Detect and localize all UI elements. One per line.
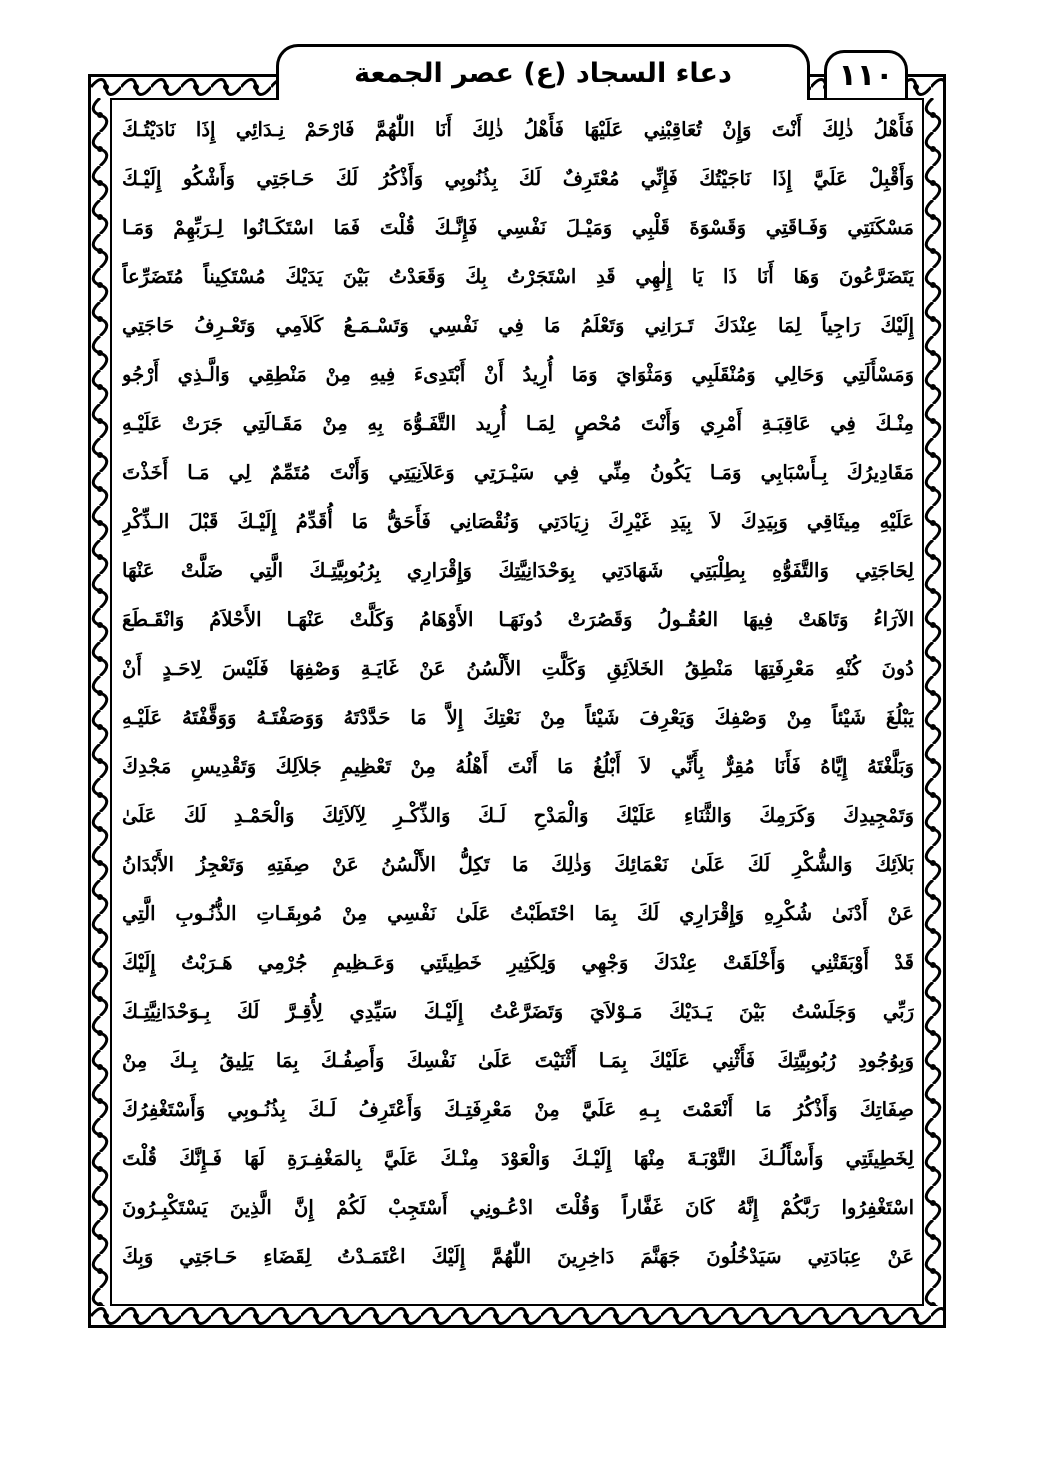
text-line: وَبِوُجُودِ رُبُوبِيَّتِكَ فَأَثْنِي عَلَيْكَ بِمَـا أَثْنَيْتَ عَلَىٰ نَفْسِكَ وَأَصِفُـكَ بِمَا يَلِيقُ بِـكَ مِنْ (122, 1049, 914, 1072)
text-line: لِخَطِيئَتِي وَأَسْأَلُـكَ التَّوْبَـةَ مِنْهَا إِلَيْـكَ وَالْعَوْدَ مِنْـكَ عَلَيَّ بِالمَغْفِـرَةِ لَهَا فَـإِنَّكَ قُلْتَ (122, 1147, 914, 1170)
text-line: عَنْ عِبَادَتِي سَيَدْخُلُونَ جَهَنَّمَ دَاخِرِينَ اللّٰهُمَّ إِلَيْكَ اعْتَمَـدْتُ لِقَضَاءِ حَـاجَتِي وَبِكَ (122, 1245, 914, 1268)
text-line: وَتَمْجِيدِكَ وَكَرَمِكَ وَالثَّنَاءِ عَلَيْكَ وَالْمَدْحِ لَـكَ وَالذِّكْـرِ لِآلاَئِكَ وَالْحَمْـدِ لَكَ عَلَىٰ (122, 804, 914, 827)
header-title-box (276, 44, 810, 100)
text-line: مَسْكَنَتِي وَفَـاقَتِي وَقَسْوَةَ قَلْبِي وَمَيْـلَ نَفْسِي فَإِنَّـكَ قُلْتَ فَمَا اسْتَكَـانُوا لِـرَبِّهِمْ وَمَـا (122, 216, 914, 239)
text-line: يَتَضَرَّعُونَ وَهَا أَنَا ذَا يَا إِلٰهِي قَدِ اسْتَجَرْتُ بِكَ وَقَعَدْتُ بَيْنَ يَدَيْكَ مُسْتَكِيناً مُتَضَرِّعاً (122, 265, 914, 288)
text-line: الآرَاءُ وَتَاهَتْ فِيهَا العُقُـولُ وَقَصُرَتْ دُونَهَـا الأَوْهَامُ وَكَلَّتْ عَنْهَـا الأَحْلاَمُ وَانْقَـطَعَ (122, 608, 914, 631)
text-line: عَلَيْهِ مِيثَاقِي وَبِيَدِكَ لاَ بِيَدِ غَيْرِكَ زِيَادَتِي وَنُقْصَانِي فَأَحَقُّ مَا أُقَدِّمُ إِلَيْـكَ قَبْلَ الـذِّكْرِ (122, 510, 914, 533)
text-line: قَدْ أَوْبَقَتْنِي وَأَخْلَقَتْ عِنْدَكَ وَجْهِي وَلِكَثِيرِ خَطِيئَتِي وَعَـظِيمِ جُرْمِي هَـرَبْتُ إِلَيْكَ (122, 951, 914, 974)
text-line: صِفَاتِكَ وَأَذْكُرُ مَا أَنْعَمْتَ بِـهِ عَلَيَّ مِنْ مَعْرِفَتِـكَ وَأَعْتَرِفُ لَـكَ بِذُنُـوبِي وَأَسْتَغْفِرُكَ (122, 1098, 914, 1121)
text-line: اسْتَغْفِرُوا رَبَّكُمْ إِنَّهُ كَانَ غَفَّاراً وَقُلْتَ ادْعُـونِي أَسْتَجِبْ لَكُمْ إِنَّ الَّذِينَ يَسْتَكْبِـرُونَ (122, 1196, 914, 1219)
text-line: وَبَلَّغْتَهُ إِيَّاهُ فَأَنَا مُقِرٌّ بِأَنِّي لاَ أَبْلُغُ مَا أَنْتَ أَهْلُهُ مِنْ تَعْظِيمِ جَلاَلِكَ وَتَقْدِيسِ مَجْدِكَ (122, 755, 914, 778)
text-line: مَقَادِيرُكَ بِـأَسْبَابِي وَمَـا يَكُونُ مِنِّي فِي سَيْـرَتِي وَعَلاَنِيَتِي وَأَنْتَ مُتَمِّمٌ لِي مَـا أَخَذْتَ (122, 461, 914, 484)
text-line: رَبِّي وَجَلَسْتُ بَيْنَ يَـدَيْكَ مَـوْلاَيَ وَتَضَرَّعْتُ إِلَيْـكَ سَيِّدِي لِأُقِـرَّ لَكَ بِـوَحْدَانِيَّتِـكَ (122, 1000, 914, 1023)
text-line: إِلَيْكَ رَاجِياً لِمَا عِنْدَكَ تَـرَانِي وَتَعْلَمُ مَا فِي نَفْسِي وَتَسْـمَـعُ كَلاَمِي وَتَعْـرِفُ حَاجَتِي (122, 314, 914, 337)
page-title: دعاء السجاد (ع) عصر الجمعة (354, 58, 732, 89)
text-line: لِحَاجَتِي وَالتَّفَوُّهِ بِطِلْبَتِي شَهَادَتِي بِوَحْدَانِيَّتِكَ وَإِقْرَارِي بِرُبُوبِيَّتِـكَ الَّتِي ضَلَّتْ عَنْهَا (122, 559, 914, 582)
text-line: فَأَهْلُ ذٰلِكَ أَنْتَ وَإِنْ تُعَاقِبْنِي عَلَيْهَا فَأَهْلُ ذٰلِكَ أَنَا اللّٰهُمَّ فَارْحَمْ نِـدَائِي إِذَا نَادَيْتُـكَ (122, 118, 914, 141)
text-line: وَأَقْبِلْ عَلَيَّ إِذَا نَاجَيْتُكَ فَإِنِّي مُعْتَرِفٌ لَكَ بِذُنُوبِي وَأَذْكُرُ لَكَ حَـاجَتِي وَأَشْكُو إِلَيْـكَ (122, 167, 914, 190)
page-number-box (824, 50, 908, 98)
prayer-text (122, 108, 914, 1298)
text-line: بَلاَئِكَ وَالشُّكْرِ لَكَ عَلَىٰ نَعْمَائِكَ وَذٰلِكَ مَا تَكِلُّ الأَلْسُنُ عَنْ صِفَتِهِ وَتَعْجِزُ الأَبْدَانُ (122, 853, 914, 876)
page-number: ١١٠ (838, 58, 894, 93)
text-line: دُونَ كُنْهِ مَعْرِفَتِهَا مَنْطِقُ الخَلاَئِقِ وَكَلَّتِ الأَلْسُنُ عَنْ غَايَـةِ وَصْفِهَا فَلَيْسَ لِاحَـدٍ أَنْ (122, 657, 914, 680)
text-line: وَمَسْأَلَتِي وَحَالِي وَمُنْقَلَبِي وَمَثْوَايَ وَمَا أُرِيدُ أَنْ أَبْتَدِىءَ فِيهِ مِنْ مَنْطِقِي وَالَّـذِي أَرْجُو (122, 363, 914, 386)
text-line: عَنْ أَدْنَىٰ شُكْرِهِ وَإِقْرَارِي لَكَ بِمَا احْتَطَبْتُ عَلَىٰ نَفْسِي مِنْ مُوبِقَـاتِ الذُّنُـوبِ الَّتِي (122, 902, 914, 925)
text-line: مِنْـكَ فِي عَاقِبَـةِ أَمْرِي وَأَنْتَ مُحْصٍ لِمَـا أُرِيد التَّفَـوُّهَ بِهِ مِنْ مَقَـالَتِي جَرَتْ عَلَيْـهِ (122, 412, 914, 435)
text-line: يَبْلُغَ شَيْئاً مِنْ وَصْفِكَ وَيَعْرِفَ شَيْئاً مِنْ نَعْتِكَ إِلاَّ مَا حَدَّدْتَهُ وَوَصَفْتَـهُ وَوَقَّفْتَهُ عَلَيْـهِ (122, 706, 914, 729)
